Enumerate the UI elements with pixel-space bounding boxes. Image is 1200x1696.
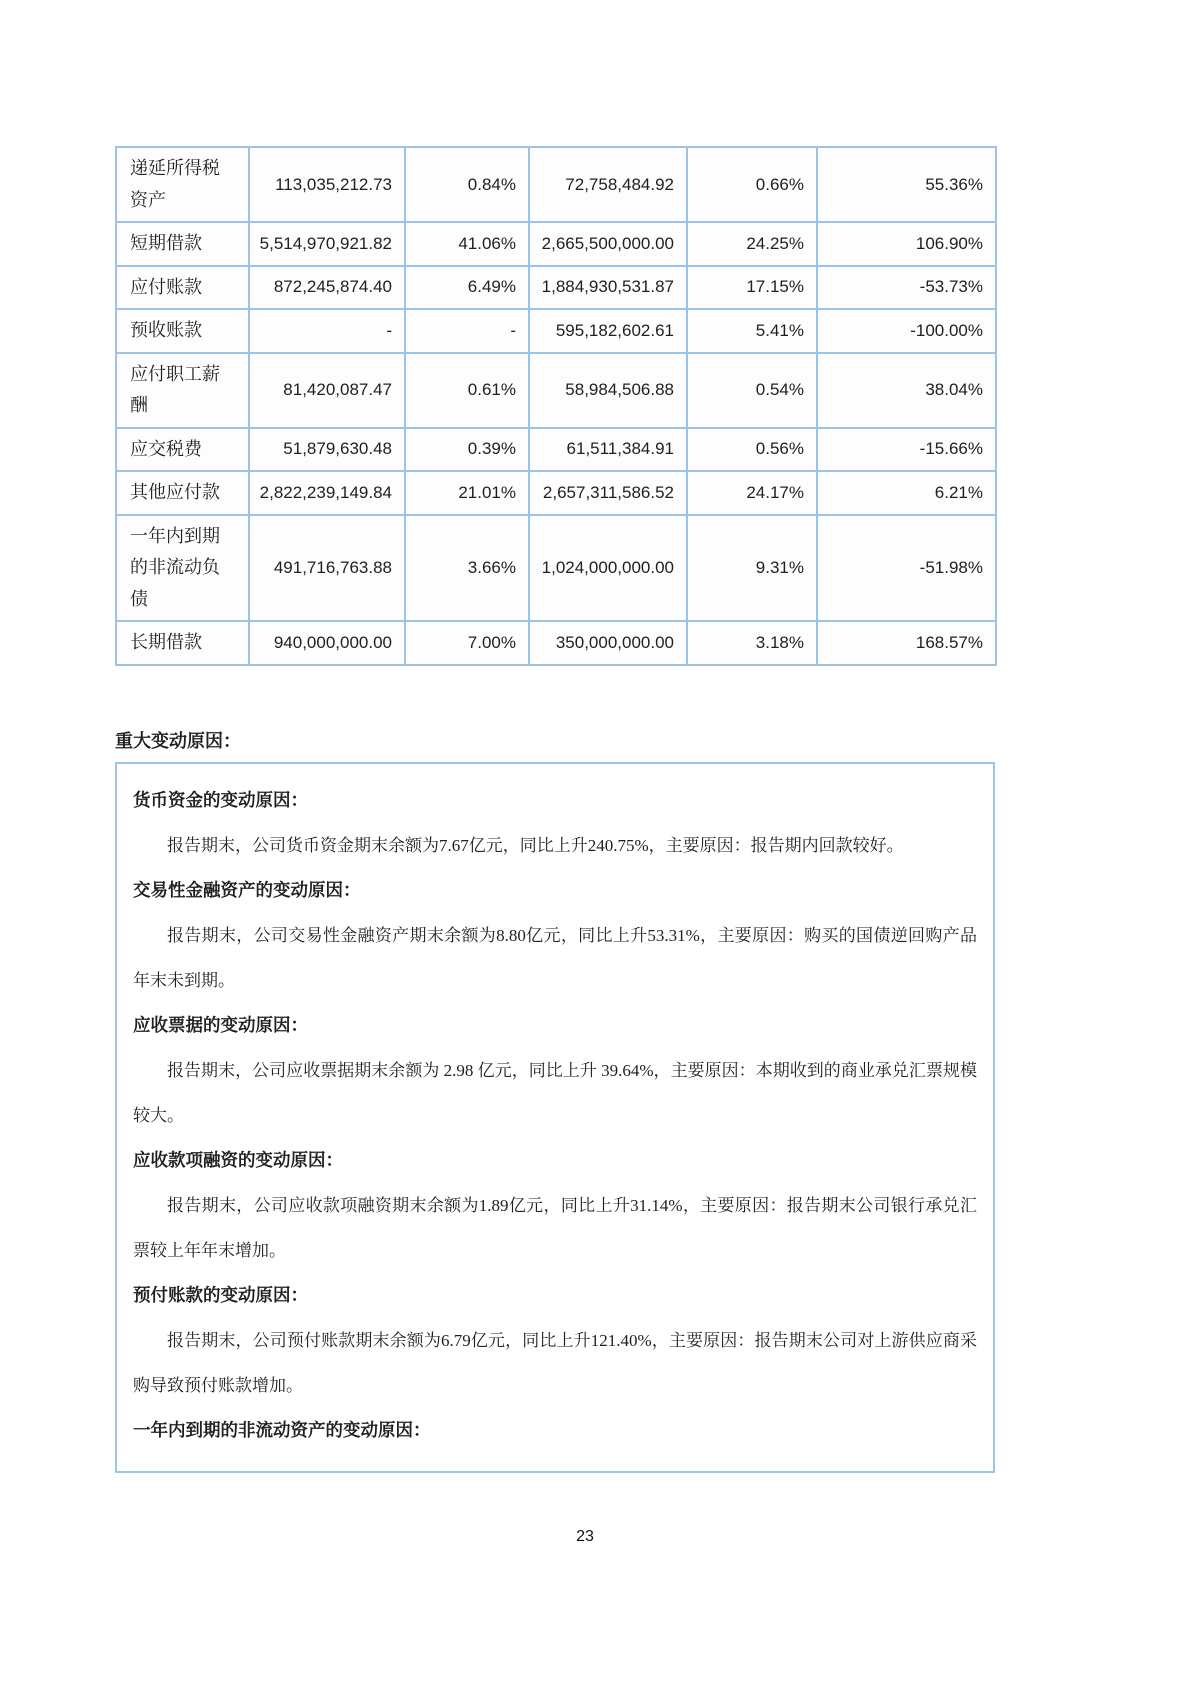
- row-label: 递延所得税资产: [116, 147, 249, 222]
- change-pct: -51.98%: [817, 515, 996, 622]
- amount-end-period: 113,035,212.73: [249, 147, 405, 222]
- amount-prior-period: 2,657,311,586.52: [529, 471, 687, 515]
- amount-prior-period: 2,665,500,000.00: [529, 222, 687, 266]
- amount-end-period: 872,245,874.40: [249, 266, 405, 310]
- reason-item: [133, 868, 977, 1003]
- section-title: 重大变动原因：: [115, 731, 241, 751]
- change-pct: 38.04%: [817, 353, 996, 428]
- amount-prior-period: 72,758,484.92: [529, 147, 687, 222]
- table-row: [116, 266, 996, 310]
- row-label: 其他应付款: [116, 471, 249, 515]
- reason-item: [133, 1003, 977, 1138]
- reason-item: [133, 778, 977, 868]
- table-row: [116, 428, 996, 472]
- amount-end-period: 491,716,763.88: [249, 515, 405, 622]
- reason-paragraph: 报告期末，公司交易性金融资产期末余额为8.80亿元，同比上升53.31%，主要原因：购买的国债逆回购产品年末未到期。: [133, 926, 977, 990]
- row-label: 预收账款: [116, 309, 249, 353]
- amount-prior-period: 58,984,506.88: [529, 353, 687, 428]
- row-label: 应付职工薪酬: [116, 353, 249, 428]
- reason-heading: 应收票据的变动原因：: [133, 1015, 308, 1035]
- pct-end-period: 6.49%: [405, 266, 529, 310]
- change-pct: 6.21%: [817, 471, 996, 515]
- table-row: [116, 222, 996, 266]
- table-row: [116, 353, 996, 428]
- change-pct: 55.36%: [817, 147, 996, 222]
- pct-end-period: 21.01%: [405, 471, 529, 515]
- table-row: [116, 147, 996, 222]
- reason-heading: 应收款项融资的变动原因：: [133, 1150, 343, 1170]
- amount-end-period: 2,822,239,149.84: [249, 471, 405, 515]
- change-pct: 106.90%: [817, 222, 996, 266]
- amount-prior-period: 61,511,384.91: [529, 428, 687, 472]
- change-pct: -100.00%: [817, 309, 996, 353]
- pct-prior-period: 0.66%: [687, 147, 817, 222]
- amount-prior-period: 1,024,000,000.00: [529, 515, 687, 622]
- pct-end-period: 0.61%: [405, 353, 529, 428]
- pct-end-period: 3.66%: [405, 515, 529, 622]
- pct-end-period: 0.39%: [405, 428, 529, 472]
- amount-end-period: -: [249, 309, 405, 353]
- table-row: [116, 515, 996, 622]
- pct-end-period: 7.00%: [405, 621, 529, 665]
- pct-prior-period: 0.56%: [687, 428, 817, 472]
- table-row: [116, 621, 996, 665]
- reason-heading: 预付账款的变动原因：: [133, 1285, 308, 1305]
- amount-end-period: 940,000,000.00: [249, 621, 405, 665]
- pct-prior-period: 5.41%: [687, 309, 817, 353]
- reason-paragraph: 报告期末，公司货币资金期末余额为7.67亿元，同比上升240.75%，主要原因：报告期内回款较好。: [167, 836, 904, 855]
- change-pct: 168.57%: [817, 621, 996, 665]
- reason-item: [133, 1408, 977, 1453]
- pct-prior-period: 17.15%: [687, 266, 817, 310]
- reason-item: [133, 1273, 977, 1408]
- row-label: 应付账款: [116, 266, 249, 310]
- reason-heading: 交易性金融资产的变动原因：: [133, 880, 361, 900]
- reason-heading: 货币资金的变动原因：: [133, 790, 308, 810]
- amount-prior-period: 350,000,000.00: [529, 621, 687, 665]
- pct-prior-period: 0.54%: [687, 353, 817, 428]
- table-row: [116, 471, 996, 515]
- row-label: 应交税费: [116, 428, 249, 472]
- amount-end-period: 5,514,970,921.82: [249, 222, 405, 266]
- row-label: 长期借款: [116, 621, 249, 665]
- pct-prior-period: 24.25%: [687, 222, 817, 266]
- reason-item: [133, 1138, 977, 1273]
- amount-end-period: 51,879,630.48: [249, 428, 405, 472]
- change-pct: -15.66%: [817, 428, 996, 472]
- amount-end-period: 81,420,087.47: [249, 353, 405, 428]
- pct-prior-period: 9.31%: [687, 515, 817, 622]
- financial-items-table: [115, 146, 997, 666]
- amount-prior-period: 1,884,930,531.87: [529, 266, 687, 310]
- table-row: [116, 309, 996, 353]
- reason-heading: 一年内到期的非流动资产的变动原因：: [133, 1420, 431, 1440]
- reason-paragraph: 报告期末，公司应收款项融资期末余额为1.89亿元，同比上升31.14%，主要原因：报告期末公司银行承兑汇票较上年年末增加。: [133, 1196, 977, 1260]
- reasons-box: [115, 762, 995, 1473]
- reason-paragraph: 报告期末，公司应收票据期末余额为 2.98 亿元，同比上升 39.64%，主要原因：本期收到的商业承兑汇票规模较大。: [133, 1061, 977, 1125]
- change-pct: -53.73%: [817, 266, 996, 310]
- pct-end-period: 41.06%: [405, 222, 529, 266]
- pct-end-period: -: [405, 309, 529, 353]
- amount-prior-period: 595,182,602.61: [529, 309, 687, 353]
- row-label: 一年内到期的非流动负债: [116, 515, 249, 622]
- pct-prior-period: 24.17%: [687, 471, 817, 515]
- row-label: 短期借款: [116, 222, 249, 266]
- reason-paragraph: 报告期末，公司预付账款期末余额为6.79亿元，同比上升121.40%，主要原因：报告期末公司对上游供应商采购导致预付账款增加。: [133, 1331, 977, 1395]
- pct-prior-period: 3.18%: [687, 621, 817, 665]
- page-number: 23: [576, 1528, 594, 1545]
- pct-end-period: 0.84%: [405, 147, 529, 222]
